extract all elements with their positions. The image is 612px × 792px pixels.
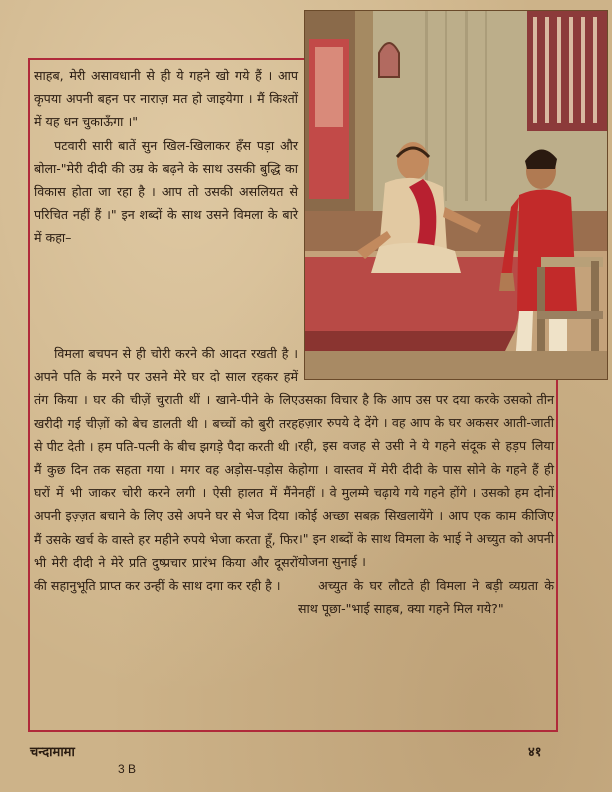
- paragraph-patwari-laughs: पटवारी सारी बातें सुन खिल-खिलाकर हँस पड़ा और बोला-"मेरी दीदी की उम्र के बढ़ने के साथ उसकी बुद्धि का विकास होता जा रहा है । आप तो उसकी असलियत से परिचित नहीं हैं ।" इन शब्दों के साथ उसने विमला के बारे में कहा–: [34, 137, 298, 246]
- red-frame-bottom: [28, 730, 556, 732]
- red-frame-left: [28, 58, 30, 730]
- right-column: [298, 388, 554, 620]
- page-number: ४१: [528, 745, 542, 760]
- magazine-title: चन्दामामा: [30, 745, 75, 760]
- illustration-svg: [305, 11, 607, 379]
- left-column-top: [34, 64, 298, 250]
- paragraph-return: अच्युत के घर लौटते ही विमला ने बड़ी व्यग्रता के साथ पूछा-"भाई साहब, क्या गहने मिल गये?": [298, 577, 554, 616]
- paragraph-apology: साहब, मेरी असावधानी से ही ये गहने खो गये हैं । आप कृपया अपनी बहन पर नाराज़ मत हो जाइयेगा । मैं किश्तों में यह धन चुकाऊँगा ।": [34, 68, 298, 130]
- paragraph-plan: उसका विचार है कि आप उस पर दया करके उसको तीन हज़ार रुपये दे देंगे । वह आप के घर अकसर आती-जाती रही, इस वजह से उसी ने ये गहने संदूक से हड़प लिया होगा । वास्तव में मेरी दीदी के पास सोने के गहने हैं ही नहीं । वे मुलम्मे चढ़ाये गये गहने होंगे । उसको हम दोनों कोई अच्छा सबक़ सिखलायेंगे । आप एक काम कीजिए ।" इन शब्दों के साथ विमला के भाई ने अच्युत को अपनी योजना सुनाई ।: [298, 392, 554, 570]
- paragraph-vimla-habit: विमला बचपन से ही चोरी करने की आदत रखती है । अपने पति के मरने पर उसने मेरे घर दो साल रहकर हमें तंग किया । घर की चीज़ें चुराती थीं । खाने-पीने के लिए खरीदी गई चीज़ों को बेच डालती थी । बच्चों को बुरी तरह से पीट देती । हम पति-पत्नी के बीच झगड़े पैदा करती थी । मैं कुछ दिन तक सहता गया । मगर वह अड़ोस-पड़ोस के घरों में भी जाकर चोरी करने लगी । ऐसी हालत में मैंने अपनी इज़्ज़त बचाने के लिए उसे अपने घर से भेज दिया । मैं उसके खर्च के वास्ते हर महीने रुपये भेजा करता हूँ, फिर भी मेरी दीदी ने मेरे प्रति दुष्प्रचार प्रारंभ किया और दूसरों की सहानुभूति प्राप्त कर उन्हीं के साथ दगा कर रही है ।: [34, 346, 298, 594]
- print-code: 3 B: [118, 762, 137, 776]
- red-frame-top: [28, 58, 304, 60]
- story-illustration: [304, 10, 608, 380]
- red-frame-right: [556, 378, 558, 732]
- left-column-bottom: [34, 342, 298, 597]
